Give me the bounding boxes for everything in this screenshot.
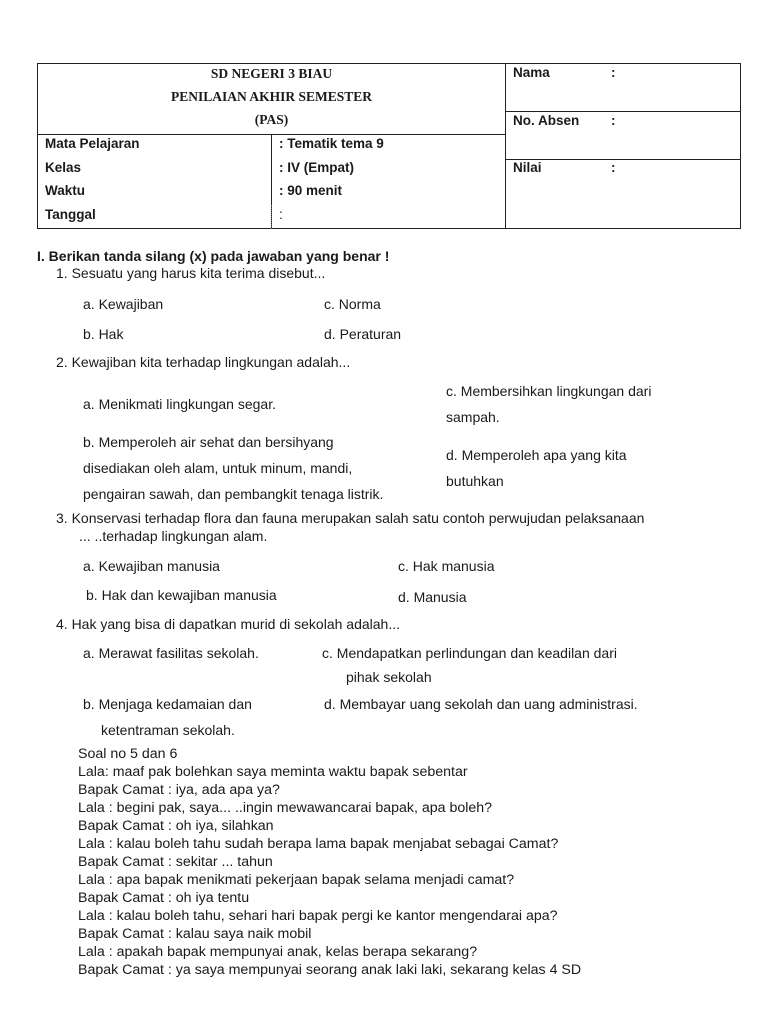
class-label: Kelas [45,160,82,175]
q1-option-c: c. Norma [324,296,381,312]
q3-option-a: a. Kewajiban manusia [83,558,220,574]
question-3-line2: ... ..terhadap lingkungan alam. [79,528,268,544]
q3-option-d: d. Manusia [398,589,467,605]
dialogue-line: Bapak Camat : kalau saya naik mobil [78,926,312,942]
dialogue-heading: Soal no 5 dan 6 [78,746,178,762]
q2-option-b-line3: pengairan sawah, dan pembangkit tenaga listrik. [83,486,384,502]
q2-option-a: a. Menikmati lingkungan segar. [83,396,276,412]
q4-option-b-line2: ketentraman sekolah. [101,722,235,738]
q3-option-c: c. Hak manusia [398,558,495,574]
q4-option-c-line2: pihak sekolah [346,669,432,685]
dialogue-line: Bapak Camat : ya saya mempunyai seorang anak laki laki, sekarang kelas 4 SD [78,962,582,978]
absen-value: : [611,113,616,128]
subject-value: : Tematik tema 9 [279,136,384,151]
q2-option-b-line2: disediakan oleh alam, untuk minum, mandi, [83,460,353,476]
question-1: 1. Sesuatu yang harus kita terima disebut... [56,265,326,281]
q2-option-d-line2: butuhkan [446,473,504,489]
subject-label: Mata Pelajaran [45,136,140,151]
time-value: : 90 menit [279,183,343,198]
exam-title: PENILAIAN AKHIR SEMESTER [170,89,373,104]
q4-option-a: a. Merawat fasilitas sekolah. [83,645,259,661]
name-label: Nama [513,65,550,80]
q4-option-b-line1: b. Menjaga kedamaian dan [83,696,252,712]
name-value: : [611,65,616,80]
school-name: SD NEGERI 3 BIAU [210,66,333,81]
dialogue-line: Bapak Camat : sekitar ... tahun [78,854,273,870]
dialogue-line: Lala : apakah bapak mempunyai anak, kelas berapa sekarang? [78,944,478,960]
dialogue-line: Lala : apa bapak menikmati pekerjaan bapak selama menjadi camat? [78,872,515,888]
q2-option-c-line2: sampah. [446,409,500,425]
q4-option-d: d. Membayar uang sekolah dan uang administrasi. [324,696,638,712]
time-label: Waktu [45,183,85,198]
q1-option-d: d. Peraturan [324,326,402,342]
q4-option-c-line1: c. Mendapatkan perlindungan dan keadilan dari [322,645,617,661]
q2-option-d-line1: d. Memperoleh apa yang kita [446,447,627,463]
date-value: : [279,207,283,222]
question-2: 2. Kewajiban kita terhadap lingkungan adalah... [56,354,351,370]
class-value: : IV (Empat) [279,160,355,175]
dialogue-line: Lala : begini pak, saya... ..ingin mewawancarai bapak, apa boleh? [78,800,493,816]
dialogue-line: Lala : kalau boleh tahu sudah berapa lama bapak menjabat sebagai Camat? [78,836,559,852]
exam-header-table [37,63,741,229]
section-instruction: I. Berikan tanda silang (x) pada jawaban yang benar ! [37,248,390,264]
dialogue-line: Lala : kalau boleh tahu, sehari hari bapak pergi ke kantor mengendarai apa? [78,908,558,924]
q2-option-b-line1: b. Memperoleh air sehat dan bersihyang [83,434,334,450]
question-3-line1: 3. Konservasi terhadap flora dan fauna merupakan salah satu contoh perwujudan pelaksanaan [56,510,645,526]
q1-option-b: b. Hak [83,326,124,342]
question-4: 4. Hak yang bisa di dapatkan murid di sekolah adalah... [56,616,400,632]
date-label: Tanggal [45,207,96,222]
absen-label: No. Absen [513,113,580,128]
q2-option-c-line1: c. Membersihkan lingkungan dari [446,383,652,399]
score-label: Nilai [513,160,542,175]
q3-option-b: b. Hak dan kewajiban manusia [86,587,277,603]
dialogue-line: Lala: maaf pak bolehkan saya meminta waktu bapak sebentar [78,764,468,780]
dialogue-line: Bapak Camat : iya, ada apa ya? [78,782,280,798]
exam-abbreviation: (PAS) [254,112,289,127]
score-value: : [611,160,616,175]
dialogue-line: Bapak Camat : oh iya, silahkan [78,818,274,834]
q1-option-a: a. Kewajiban [83,296,164,312]
dialogue-line: Bapak Camat : oh iya tentu [78,890,250,906]
